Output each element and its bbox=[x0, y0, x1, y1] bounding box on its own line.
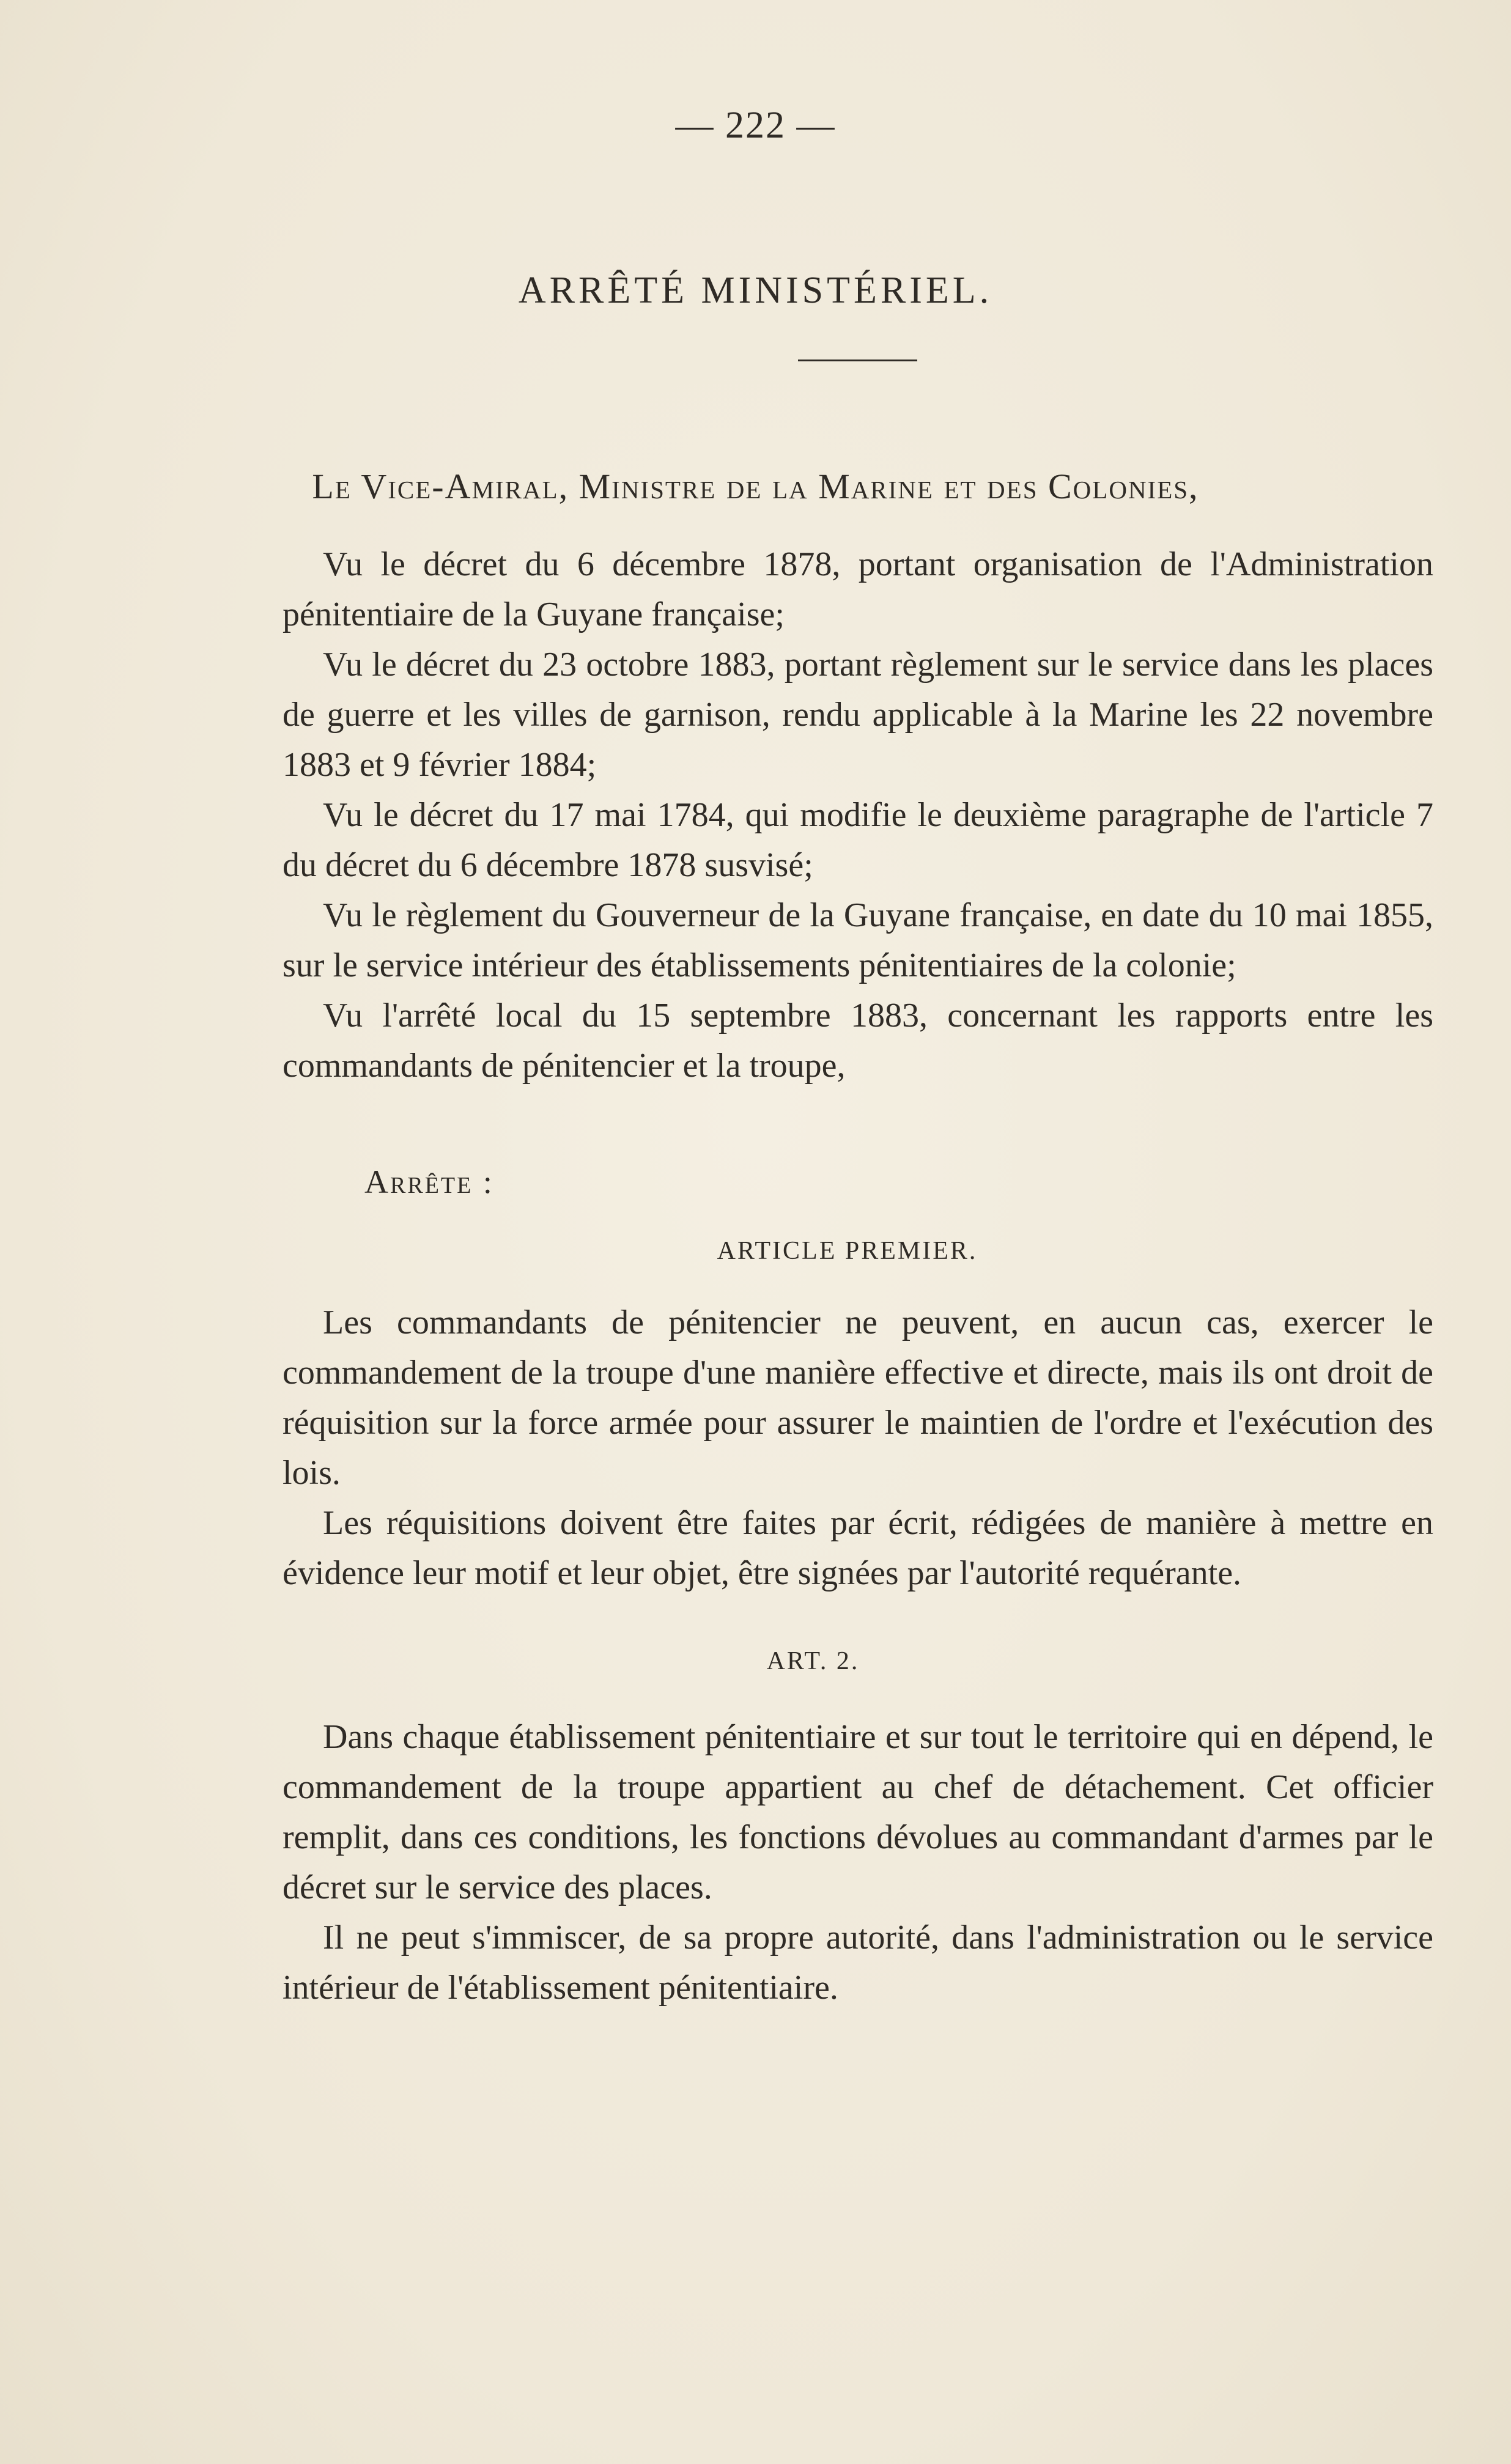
article-2-heading: ART. 2. bbox=[766, 1647, 860, 1675]
article-paragraph: Dans chaque établissement pénitentiaire et sur tout le territoire qui en dépend, le commandement de la troupe appartient au chef de détachement. Cet officier remplit, dans ces conditions, les fonctions dévolues au commandant d'armes par le décret sur le service des places. bbox=[283, 1718, 1433, 1906]
considerant-paragraph: Vu le décret du 6 décembre 1878, portant organisation de l'Administration pénitentiaire de la Guyane française; bbox=[283, 545, 1433, 633]
document-title: ARRÊTÉ MINISTÉRIEL. bbox=[518, 270, 993, 311]
title-divider bbox=[798, 360, 917, 361]
article-1-heading: ARTICLE PREMIER. bbox=[717, 1237, 978, 1265]
article-paragraph: Il ne peut s'immiscer, de sa propre autorité, dans l'administration ou le service intérieur de l'établissement pénitentiaire. bbox=[283, 1919, 1433, 2007]
page-number: — 222 — bbox=[675, 105, 836, 146]
article-1-body bbox=[283, 1297, 1433, 1598]
considerant-paragraph: Vu l'arrêté local du 15 septembre 1883, concernant les rapports entre les commandants de pénitencier et la troupe, bbox=[283, 997, 1433, 1085]
arrete-label: Arrête : bbox=[364, 1164, 494, 1200]
considerants-block bbox=[283, 539, 1433, 1091]
considerant-paragraph: Vu le règlement du Gouverneur de la Guyane française, en date du 10 mai 1855, sur le service intérieur des établissements pénitentiaires de la colonie; bbox=[283, 896, 1433, 984]
article-paragraph: Les commandants de pénitencier ne peuvent, en aucun cas, exercer le commandement de la troupe d'une manière effective et directe, mais ils ont droit de réquisition sur la force armée pour assurer le maintien de l'ordre et l'exécution des lois. bbox=[283, 1304, 1433, 1492]
issuing-authority: Le Vice-Amiral, Ministre de la Marine et des Colonies, bbox=[312, 467, 1199, 506]
article-2-body bbox=[283, 1712, 1433, 2013]
article-paragraph: Les réquisitions doivent être faites par écrit, rédigées de manière à mettre en évidence leur motif et leur objet, être signées par l'autorité requérante. bbox=[283, 1504, 1433, 1592]
considerant-paragraph: Vu le décret du 23 octobre 1883, portant règlement sur le service dans les places de guerre et les villes de garnison, rendu applicable à la Marine les 22 novembre 1883 et 9 février 1884; bbox=[283, 646, 1433, 784]
considerant-paragraph: Vu le décret du 17 mai 1784, qui modifie le deuxième paragraphe de l'article 7 du décret du 6 décembre 1878 susvisé; bbox=[283, 796, 1433, 884]
